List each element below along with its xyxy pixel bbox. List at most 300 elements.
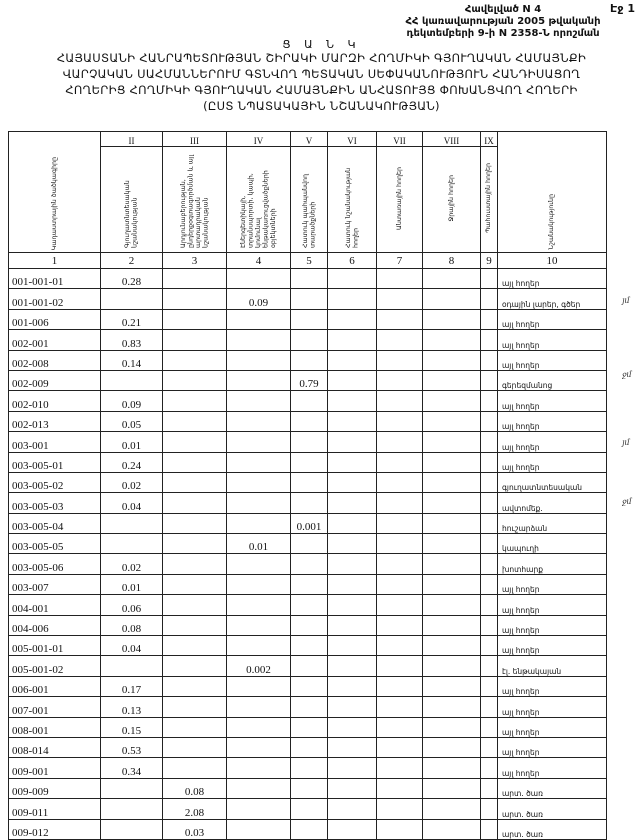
forest-cell: [377, 615, 423, 635]
margin-note: յմ: [622, 438, 630, 447]
reserve-cell: [481, 717, 498, 737]
protected-area-cell: [291, 676, 328, 696]
industrial-cell: [163, 472, 227, 492]
protected-area-cell: [291, 574, 328, 594]
purpose-cell: այլ հողեր: [498, 411, 607, 431]
water-cell: [423, 370, 481, 390]
reserve-cell: [481, 330, 498, 350]
cadastral-code-cell: 003-005-03: [9, 493, 101, 513]
cadastral-code-cell: 001-006: [9, 309, 101, 329]
cadastral-code-cell: 003-005-04: [9, 513, 101, 533]
purpose-cell: կապուղի: [498, 534, 607, 554]
cadastral-code-cell: 006-001: [9, 676, 101, 696]
margin-note: ջմ: [622, 497, 632, 506]
reserve-cell: [481, 309, 498, 329]
forest-cell: [377, 452, 423, 472]
energy-transport-cell: [227, 472, 291, 492]
cadastral-code-cell: 008-001: [9, 717, 101, 737]
table-row: [9, 370, 607, 390]
reserve-cell: [481, 269, 498, 289]
table-row: [9, 636, 607, 656]
reserve-cell: [481, 737, 498, 757]
column-number-row: [9, 253, 607, 269]
reserve-cell: [481, 554, 498, 574]
energy-transport-cell: 0.09: [227, 289, 291, 309]
special-purpose-cell: [328, 493, 377, 513]
special-purpose-cell: [328, 452, 377, 472]
special-purpose-cell: [328, 432, 377, 452]
purpose-cell: օդային լարեր, գծեր: [498, 289, 607, 309]
industrial-cell: [163, 330, 227, 350]
table-row: [9, 554, 607, 574]
reserve-cell: [481, 350, 498, 370]
cadastral-code-cell: 004-006: [9, 615, 101, 635]
table-row: [9, 391, 607, 411]
roman-8: VIII: [423, 132, 481, 147]
cadastral-code-cell: 005-001-01: [9, 636, 101, 656]
special-purpose-cell: [328, 309, 377, 329]
table-row: [9, 737, 607, 757]
agricultural-cell: 0.04: [101, 636, 163, 656]
purpose-cell: այլ հողեր: [498, 432, 607, 452]
reserve-cell: [481, 370, 498, 390]
forest-cell: [377, 350, 423, 370]
protected-area-cell: [291, 737, 328, 757]
cadastral-code-cell: 007-001: [9, 697, 101, 717]
agricultural-cell: 0.14: [101, 350, 163, 370]
water-cell: [423, 432, 481, 452]
special-purpose-cell: [328, 513, 377, 533]
energy-transport-cell: [227, 269, 291, 289]
energy-transport-cell: [227, 717, 291, 737]
col-number: 8: [423, 253, 481, 269]
purpose-cell: այլ հողեր: [498, 615, 607, 635]
agricultural-cell: 0.04: [101, 493, 163, 513]
energy-transport-cell: [227, 411, 291, 431]
col-number: 5: [291, 253, 328, 269]
agricultural-cell: [101, 370, 163, 390]
table-row: [9, 289, 607, 309]
header-col-5: Հատուկ պահպանվող տարածքների: [291, 147, 328, 253]
industrial-cell: [163, 452, 227, 472]
cadastral-code-cell: 003-001: [9, 432, 101, 452]
water-cell: [423, 697, 481, 717]
forest-cell: [377, 472, 423, 492]
header-col-8: Ջրային հողեր: [423, 147, 481, 253]
table-row: [9, 350, 607, 370]
water-cell: [423, 656, 481, 676]
cadastral-code-cell: 003-005-02: [9, 472, 101, 492]
water-cell: [423, 391, 481, 411]
roman-6: VI: [328, 132, 377, 147]
industrial-cell: [163, 574, 227, 594]
forest-cell: [377, 799, 423, 819]
protected-area-cell: [291, 411, 328, 431]
energy-transport-cell: [227, 309, 291, 329]
energy-transport-cell: [227, 452, 291, 472]
cadastral-code-cell: 003-005-05: [9, 534, 101, 554]
cadastral-code-cell: 001-001-02: [9, 289, 101, 309]
forest-cell: [377, 269, 423, 289]
purpose-cell: խոտհարք: [498, 554, 607, 574]
cadastral-code-cell: 005-001-02: [9, 656, 101, 676]
header-col-3: Արդյունաբերության, ընդերքօգտագործման և այլ արտադրական նշանակության: [163, 147, 227, 253]
land-table: [8, 131, 607, 840]
water-cell: [423, 636, 481, 656]
reserve-cell: [481, 656, 498, 676]
energy-transport-cell: [227, 554, 291, 574]
header-col-6: Հատուկ նշանակության հողեր: [328, 147, 377, 253]
margin-note: յմ: [622, 296, 630, 305]
forest-cell: [377, 309, 423, 329]
agricultural-cell: 0.08: [101, 615, 163, 635]
page-number: Էջ 1: [610, 2, 635, 15]
water-cell: [423, 574, 481, 594]
reserve-cell: [481, 452, 498, 472]
forest-cell: [377, 778, 423, 798]
industrial-cell: [163, 615, 227, 635]
forest-cell: [377, 370, 423, 390]
water-cell: [423, 289, 481, 309]
forest-cell: [377, 717, 423, 737]
header-col-10: Նշանակությունը: [498, 132, 607, 253]
protected-area-cell: [291, 554, 328, 574]
water-cell: [423, 554, 481, 574]
water-cell: [423, 717, 481, 737]
energy-transport-cell: [227, 778, 291, 798]
col-number: 1: [9, 253, 101, 269]
industrial-cell: [163, 697, 227, 717]
protected-area-cell: [291, 330, 328, 350]
agricultural-cell: 0.34: [101, 758, 163, 778]
cadastral-code-cell: 009-001: [9, 758, 101, 778]
cadastral-code-cell: 004-001: [9, 595, 101, 615]
cadastral-code-cell: 009-012: [9, 819, 101, 839]
water-cell: [423, 799, 481, 819]
decision-line-1: ՀՀ կառավարության 2005 թվականի: [405, 16, 601, 27]
table-row: [9, 595, 607, 615]
header-col-2: Գյուղատնտեսական նշանակության: [101, 147, 163, 253]
cadastral-code-cell: 002-009: [9, 370, 101, 390]
forest-cell: [377, 411, 423, 431]
agricultural-cell: [101, 513, 163, 533]
forest-cell: [377, 819, 423, 839]
purpose-cell: արտ. ծառ: [498, 799, 607, 819]
industrial-cell: [163, 717, 227, 737]
water-cell: [423, 737, 481, 757]
agricultural-cell: 0.13: [101, 697, 163, 717]
protected-area-cell: [291, 717, 328, 737]
protected-area-cell: [291, 656, 328, 676]
forest-cell: [377, 493, 423, 513]
industrial-cell: [163, 636, 227, 656]
purpose-cell: հուշարձան: [498, 513, 607, 533]
purpose-cell: այլ հողեր: [498, 574, 607, 594]
table-body: [9, 269, 607, 840]
table-row: [9, 452, 607, 472]
purpose-cell: այլ հողեր: [498, 452, 607, 472]
purpose-cell: գյուղատնտեսական: [498, 472, 607, 492]
col-number: 2: [101, 253, 163, 269]
agricultural-cell: [101, 534, 163, 554]
table-row: [9, 656, 607, 676]
forest-cell: [377, 656, 423, 676]
forest-cell: [377, 595, 423, 615]
forest-cell: [377, 737, 423, 757]
table-row: [9, 615, 607, 635]
title-line-4: (ԸՍՏ ՆՊԱՏԱԿԱՅԻՆ ՆՇԱՆԱԿՈՒԹՅԱՆ): [203, 99, 440, 113]
agricultural-cell: [101, 778, 163, 798]
water-cell: [423, 411, 481, 431]
roman-5: V: [291, 132, 328, 147]
forest-cell: [377, 391, 423, 411]
purpose-cell: այլ հողեր: [498, 717, 607, 737]
col-number: 9: [481, 253, 498, 269]
header-col-1: Կադաստրային ծածկագիրը: [9, 132, 101, 253]
purpose-cell: այլ հողեր: [498, 391, 607, 411]
roman-header-row: [9, 132, 607, 147]
decision-header: [398, 4, 608, 40]
reserve-cell: [481, 432, 498, 452]
industrial-cell: [163, 656, 227, 676]
protected-area-cell: [291, 819, 328, 839]
water-cell: [423, 819, 481, 839]
special-purpose-cell: [328, 595, 377, 615]
agricultural-cell: 0.21: [101, 309, 163, 329]
cadastral-code-cell: 002-001: [9, 330, 101, 350]
reserve-cell: [481, 534, 498, 554]
water-cell: [423, 350, 481, 370]
purpose-cell: այլ հողեր: [498, 737, 607, 757]
industrial-cell: [163, 513, 227, 533]
energy-transport-cell: [227, 737, 291, 757]
reserve-cell: [481, 595, 498, 615]
table-row: [9, 819, 607, 839]
industrial-cell: 2.08: [163, 799, 227, 819]
energy-transport-cell: [227, 330, 291, 350]
protected-area-cell: [291, 432, 328, 452]
energy-transport-cell: [227, 391, 291, 411]
protected-area-cell: [291, 309, 328, 329]
industrial-cell: [163, 534, 227, 554]
reserve-cell: [481, 574, 498, 594]
special-purpose-cell: [328, 391, 377, 411]
agricultural-cell: 0.17: [101, 676, 163, 696]
protected-area-cell: 0.79: [291, 370, 328, 390]
roman-9: IX: [481, 132, 498, 147]
agricultural-cell: 0.83: [101, 330, 163, 350]
agricultural-cell: [101, 799, 163, 819]
protected-area-cell: [291, 289, 328, 309]
protected-area-cell: [291, 391, 328, 411]
energy-transport-cell: [227, 574, 291, 594]
industrial-cell: [163, 737, 227, 757]
purpose-cell: այլ հողեր: [498, 676, 607, 696]
industrial-cell: [163, 309, 227, 329]
purpose-cell: արտ. ծառ: [498, 778, 607, 798]
water-cell: [423, 493, 481, 513]
industrial-cell: [163, 350, 227, 370]
table-row: [9, 493, 607, 513]
forest-cell: [377, 574, 423, 594]
reserve-cell: [481, 799, 498, 819]
forest-cell: [377, 697, 423, 717]
cadastral-code-cell: 009-009: [9, 778, 101, 798]
reserve-cell: [481, 778, 498, 798]
special-purpose-cell: [328, 737, 377, 757]
table-row: [9, 330, 607, 350]
reserve-cell: [481, 636, 498, 656]
forest-cell: [377, 676, 423, 696]
energy-transport-cell: [227, 493, 291, 513]
agricultural-cell: 0.28: [101, 269, 163, 289]
table-row: [9, 269, 607, 289]
purpose-cell: այլ հողեր: [498, 636, 607, 656]
header-col-9: Պահուստային հողեր: [481, 147, 498, 253]
water-cell: [423, 595, 481, 615]
energy-transport-cell: [227, 676, 291, 696]
industrial-cell: [163, 370, 227, 390]
water-cell: [423, 309, 481, 329]
industrial-cell: [163, 676, 227, 696]
protected-area-cell: [291, 595, 328, 615]
cadastral-code-cell: 009-011: [9, 799, 101, 819]
agricultural-cell: 0.24: [101, 452, 163, 472]
table-row: [9, 513, 607, 533]
protected-area-cell: [291, 534, 328, 554]
energy-transport-cell: 0.002: [227, 656, 291, 676]
list-label: Ց Ա Ն Կ: [282, 38, 361, 51]
energy-transport-cell: [227, 432, 291, 452]
title-line-2: ՎԱՐՉԱԿԱՆ ՍԱՀՄԱՆՆԵՐՈՒՄ ԳՏՆՎՈՂ ՊԵՏԱԿԱՆ ՍԵՓԱԿԱՆՈՒԹՅՈՒՆ ՀԱՆԴԻՍԱՑՈՂ: [62, 67, 581, 81]
special-purpose-cell: [328, 472, 377, 492]
title-line-1: ՀԱՅԱՍՏԱՆԻ ՀԱՆՐԱՊԵՏՈՒԹՅԱՆ ՇԻՐԱԿԻ ՄԱՐԶԻ ՀՈՂՄԻԿԻ ԳՅՈՒՂԱԿԱՆ ՀԱՄԱՅՆՔԻ: [56, 51, 587, 65]
energy-transport-cell: [227, 615, 291, 635]
special-purpose-cell: [328, 778, 377, 798]
protected-area-cell: [291, 350, 328, 370]
decision-line-2: դեկտեմբերի 9-ի N 2358-Ն որոշման: [406, 28, 600, 39]
industrial-cell: [163, 391, 227, 411]
agricultural-cell: 0.06: [101, 595, 163, 615]
forest-cell: [377, 432, 423, 452]
special-purpose-cell: [328, 411, 377, 431]
special-purpose-cell: [328, 554, 377, 574]
industrial-cell: [163, 269, 227, 289]
forest-cell: [377, 758, 423, 778]
special-purpose-cell: [328, 269, 377, 289]
water-cell: [423, 778, 481, 798]
margin-note: ջմ: [622, 370, 632, 379]
special-purpose-cell: [328, 819, 377, 839]
agricultural-cell: 0.01: [101, 432, 163, 452]
header-col-7: Անտառային հողեր: [377, 147, 423, 253]
agricultural-cell: [101, 289, 163, 309]
industrial-cell: [163, 595, 227, 615]
agricultural-cell: 0.15: [101, 717, 163, 737]
water-cell: [423, 615, 481, 635]
reserve-cell: [481, 391, 498, 411]
document-title: [0, 50, 643, 114]
cadastral-code-cell: 001-001-01: [9, 269, 101, 289]
cadastral-code-cell: 008-014: [9, 737, 101, 757]
protected-area-cell: [291, 452, 328, 472]
col-number: 6: [328, 253, 377, 269]
energy-transport-cell: [227, 595, 291, 615]
agricultural-cell: 0.53: [101, 737, 163, 757]
table-row: [9, 758, 607, 778]
purpose-cell: այլ հողեր: [498, 758, 607, 778]
reserve-cell: [481, 472, 498, 492]
industrial-cell: 0.08: [163, 778, 227, 798]
agricultural-cell: [101, 819, 163, 839]
energy-transport-cell: [227, 819, 291, 839]
protected-area-cell: [291, 758, 328, 778]
purpose-cell: այլ հողեր: [498, 350, 607, 370]
table-row: [9, 799, 607, 819]
forest-cell: [377, 636, 423, 656]
cadastral-code-cell: 002-013: [9, 411, 101, 431]
roman-3: III: [163, 132, 227, 147]
special-purpose-cell: [328, 697, 377, 717]
title-line-3: ՀՈՂԵՐԻՑ ՀՈՂՄԻԿԻ ԳՅՈՒՂԱԿԱՆ ՀԱՄԱՅՆՔԻՆ ԱՆՀԱՏՈՒՅՑ ՓՈԽԱՆՑՎՈՂ ՀՈՂԵՐԻ: [65, 83, 578, 97]
energy-transport-cell: [227, 799, 291, 819]
agricultural-cell: [101, 656, 163, 676]
special-purpose-cell: [328, 534, 377, 554]
appendix-label: Հավելված N 4: [464, 4, 542, 15]
table-row: [9, 432, 607, 452]
water-cell: [423, 472, 481, 492]
industrial-cell: [163, 411, 227, 431]
protected-area-cell: [291, 472, 328, 492]
water-cell: [423, 452, 481, 472]
table-row: [9, 411, 607, 431]
energy-transport-cell: [227, 697, 291, 717]
special-purpose-cell: [328, 574, 377, 594]
water-cell: [423, 676, 481, 696]
table-row: [9, 574, 607, 594]
water-cell: [423, 330, 481, 350]
protected-area-cell: [291, 615, 328, 635]
purpose-cell: գերեզմանոց: [498, 370, 607, 390]
energy-transport-cell: 0.01: [227, 534, 291, 554]
industrial-cell: [163, 493, 227, 513]
table-row: [9, 472, 607, 492]
protected-area-cell: 0.001: [291, 513, 328, 533]
protected-area-cell: [291, 799, 328, 819]
purpose-cell: այլ հողեր: [498, 269, 607, 289]
reserve-cell: [481, 676, 498, 696]
col-number: 4: [227, 253, 291, 269]
purpose-cell: էլ. ենթակայան: [498, 656, 607, 676]
forest-cell: [377, 513, 423, 533]
energy-transport-cell: [227, 370, 291, 390]
special-purpose-cell: [328, 636, 377, 656]
water-cell: [423, 534, 481, 554]
reserve-cell: [481, 615, 498, 635]
special-purpose-cell: [328, 330, 377, 350]
reserve-cell: [481, 819, 498, 839]
energy-transport-cell: [227, 636, 291, 656]
header-col-4: Էներգետիկայի, տրանսպորտի, կապի, կոմունալ ենթակառուցվածքների օբյեկտների: [227, 147, 291, 253]
water-cell: [423, 269, 481, 289]
forest-cell: [377, 554, 423, 574]
protected-area-cell: [291, 778, 328, 798]
reserve-cell: [481, 513, 498, 533]
protected-area-cell: [291, 493, 328, 513]
reserve-cell: [481, 758, 498, 778]
agricultural-cell: 0.09: [101, 391, 163, 411]
purpose-cell: այլ հողեր: [498, 595, 607, 615]
